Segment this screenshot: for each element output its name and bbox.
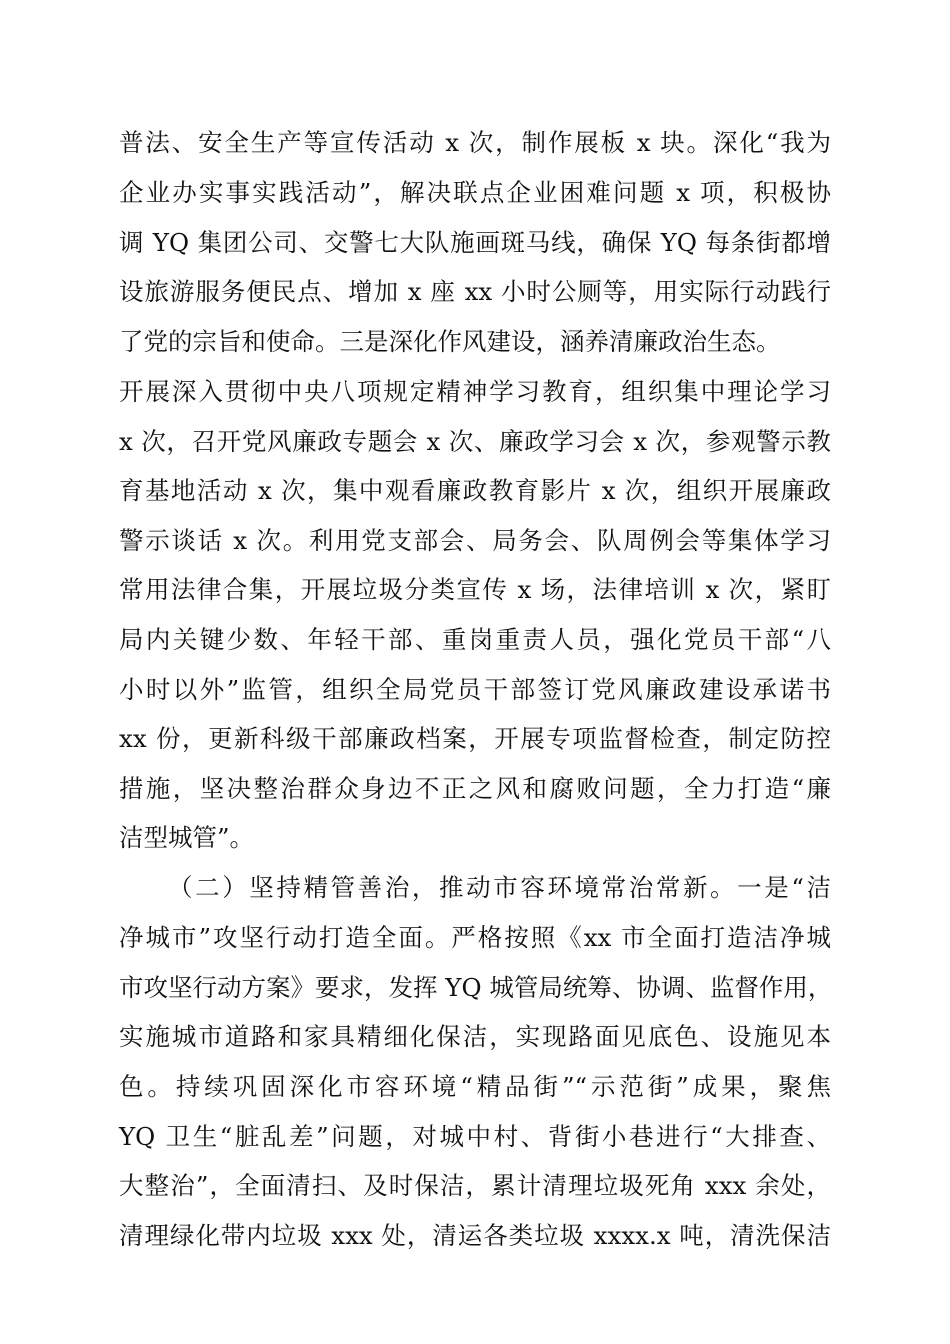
- text-line: 设旅游服务便民点、增加 x 座 xx 小时公厕等，用实际行动践行: [119, 277, 831, 306]
- text-line: 警示谈话 x 次。利用党支部会、局务会、队周例会等集体学习: [119, 526, 831, 555]
- text-line: 实施城市道路和家具精细化保洁，实现路面见底色、设施见本: [119, 1022, 831, 1051]
- text-line: x 次，召开党风廉政专题会 x 次、廉政学习会 x 次，参观警示教: [119, 427, 831, 456]
- text-line: 调 YQ 集团公司、交警七大队施画斑马线，确保 YQ 每条街都增: [119, 228, 831, 257]
- text-line: 小时以外”监管，组织全局党员干部签订党风廉政建设承诺书: [119, 675, 831, 704]
- text-line: 清理绿化带内垃圾 xxx 处，清运各类垃圾 xxxx.x 吨，清洗保洁: [119, 1221, 831, 1250]
- text-line: 育基地活动 x 次，集中观看廉政教育影片 x 次，组织开展廉政: [119, 476, 831, 505]
- text-line: 市攻坚行动方案》要求，发挥 YQ 城管局统筹、协调、监督作用，: [119, 973, 833, 1002]
- text-line: 局内关键少数、年轻干部、重岗重责人员，强化党员干部“八: [119, 625, 831, 654]
- text-line: 大整治”，全面清扫、及时保洁，累计清理垃圾死角 xxx 余处，: [119, 1171, 831, 1200]
- text-line: 洁型城管”。: [119, 823, 255, 852]
- section-heading-line: （二）坚持精管善治，推动市容环境常治常新。一是“洁: [168, 873, 831, 902]
- text-line: 净城市”攻坚行动打造全面。严格按照《xx 市全面打造洁净城: [119, 923, 831, 952]
- text-line: 普法、安全生产等宣传活动 x 次，制作展板 x 块。深化“我为: [119, 128, 831, 157]
- text-line: 常用法律合集，开展垃圾分类宣传 x 场，法律培训 x 次，紧盯: [119, 575, 831, 604]
- text-line: YQ 卫生“脏乱差”问题，对城中村、背街小巷进行“大排查、: [119, 1122, 831, 1151]
- text-line: 开展深入贯彻中央八项规定精神学习教育，组织集中理论学习: [119, 377, 831, 406]
- text-line: 措施，坚决整治群众身边不正之风和腐败问题，全力打造“廉: [119, 774, 831, 803]
- text-line: 了党的宗旨和使命。三是深化作风建设，涵养清廉政治生态。: [119, 327, 781, 356]
- text-line: 色。持续巩固深化市容环境“精品街”“示范街”成果，聚焦: [119, 1072, 831, 1101]
- text-line: xx 份，更新科级干部廉政档案，开展专项监督检查，制定防控: [119, 724, 831, 753]
- text-line: 企业办实事实践活动”，解决联点企业困难问题 x 项，积极协: [119, 178, 831, 207]
